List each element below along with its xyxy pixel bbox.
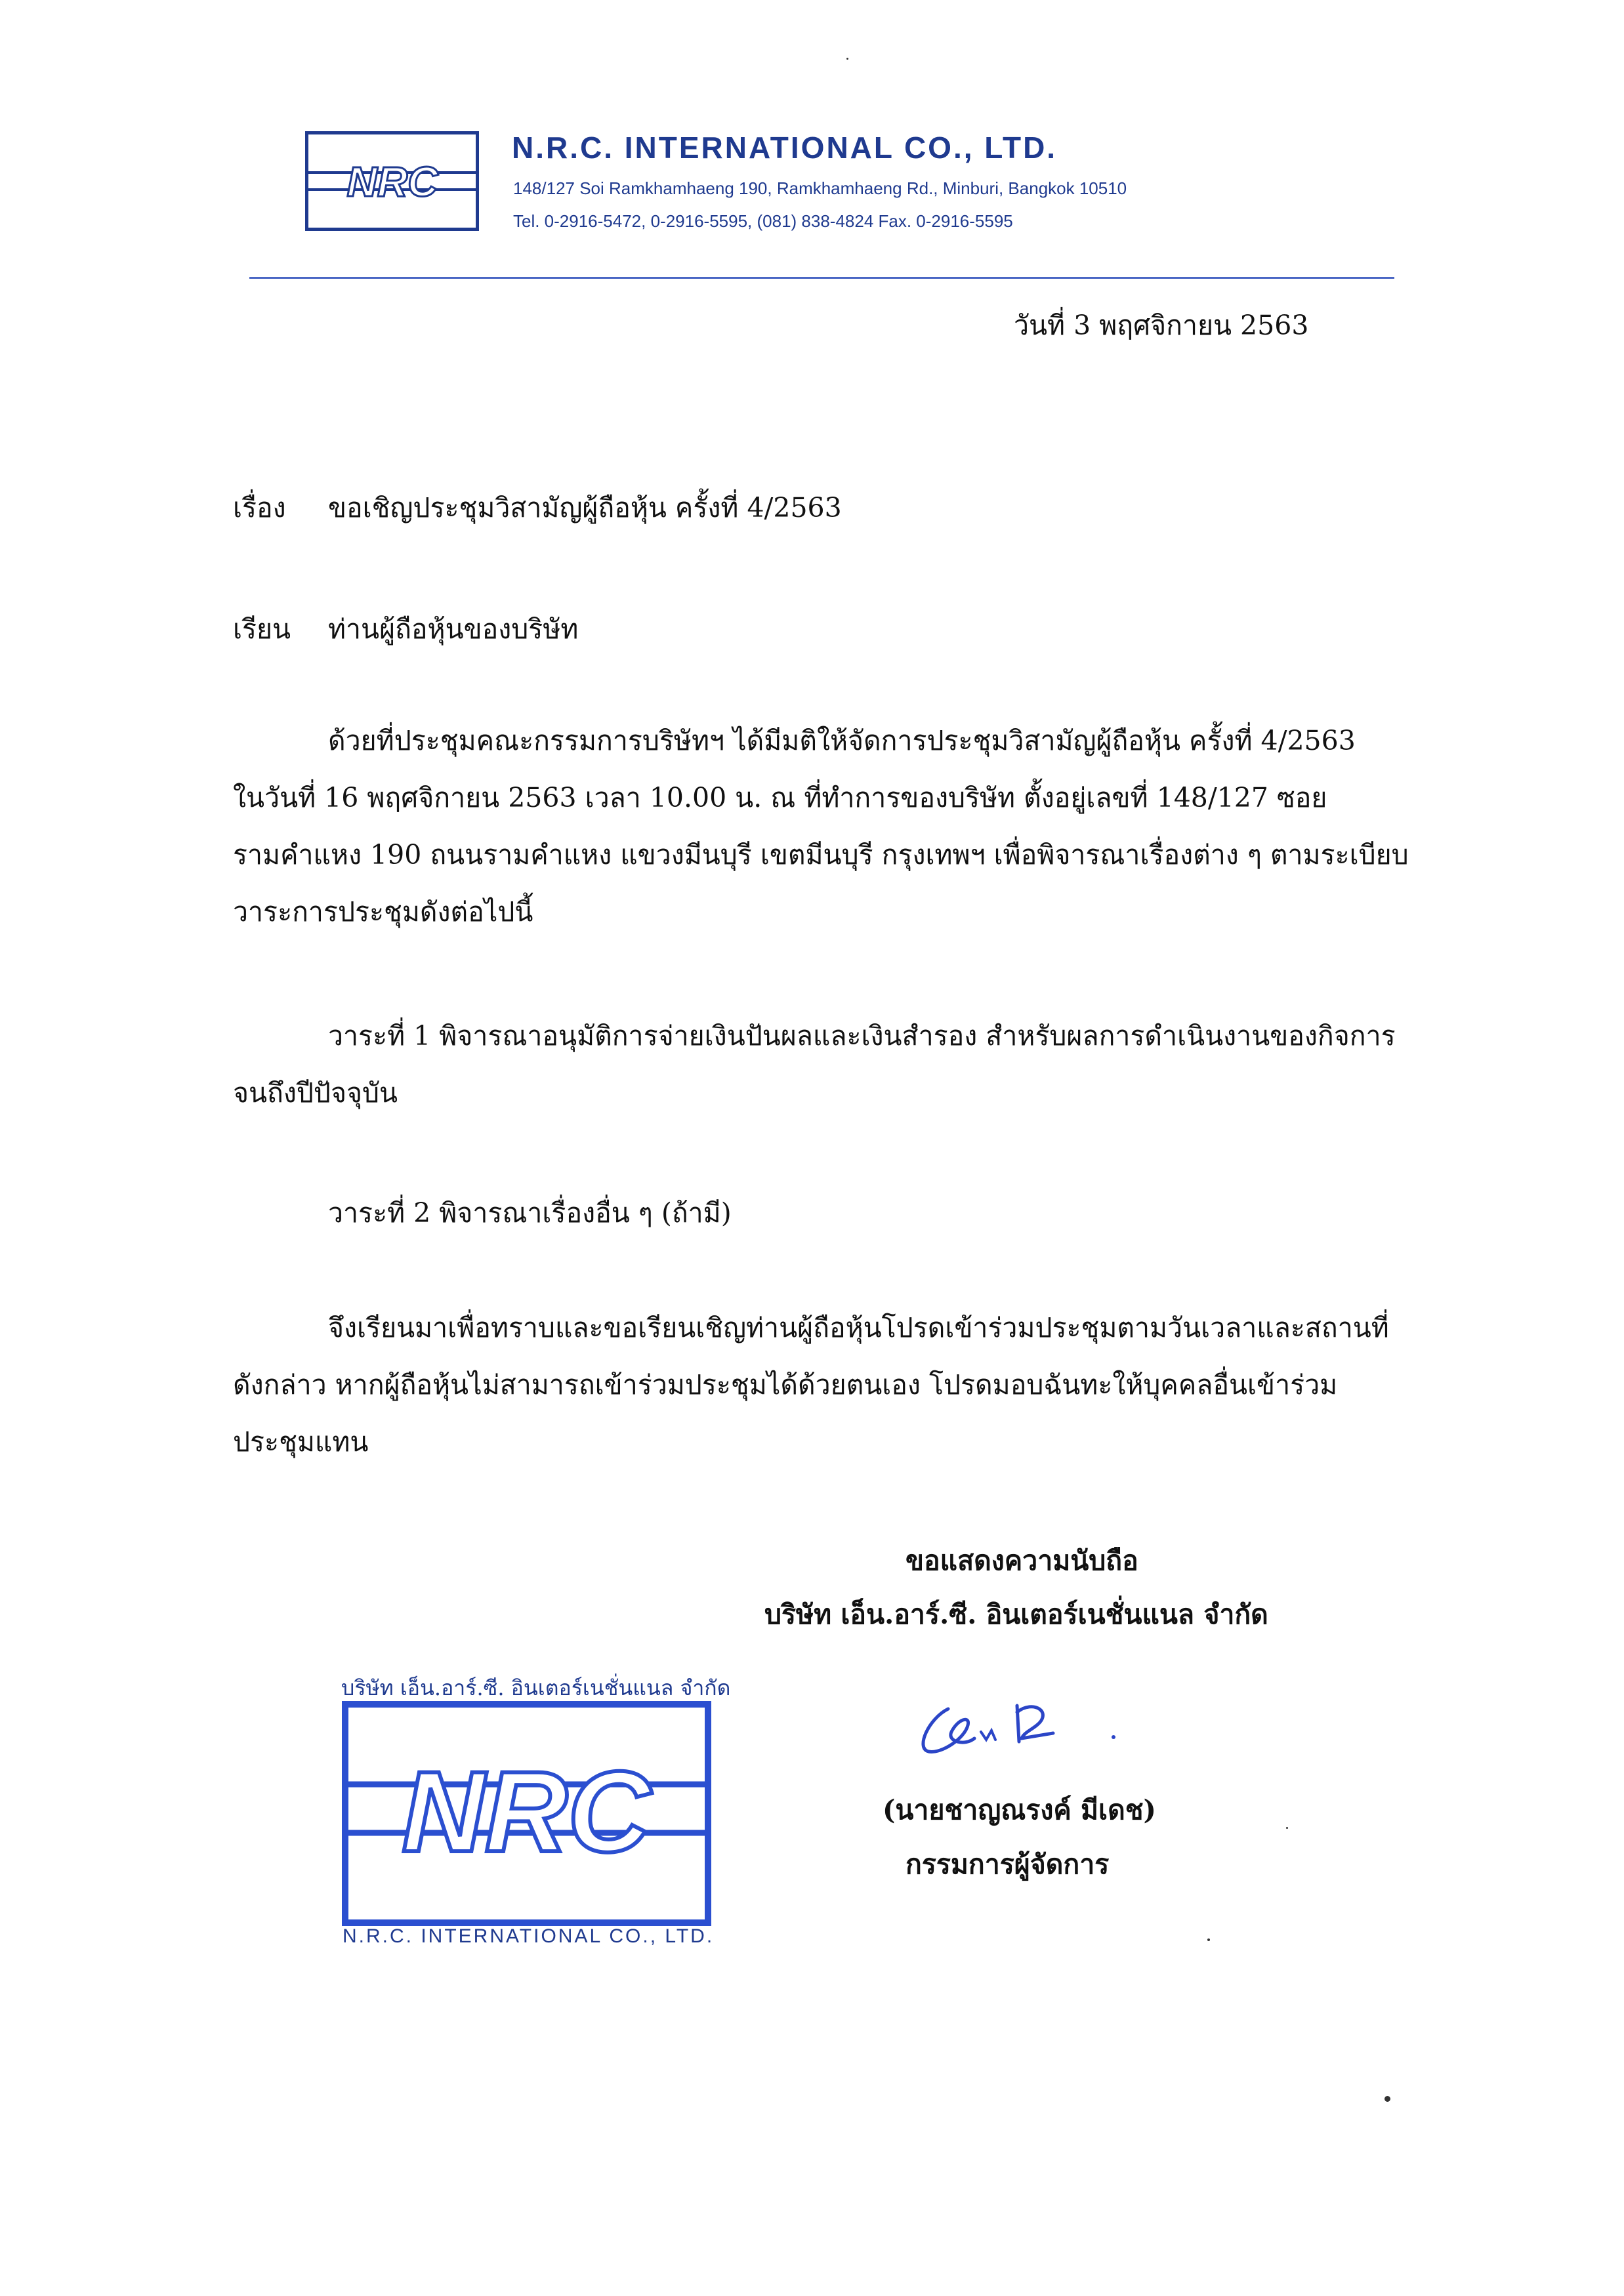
intro-line: รามคำแหง 190 ถนนรามคำแหง แขวงมีนบุรี เขตมีนบุรี กรุงเทพฯ เพื่อพิจารณาเรื่องต่าง ๆ ตามระเบียบ <box>233 839 1409 871</box>
company-name-thai: บริษัท เอ็น.อาร์.ซี. อินเตอร์เนชั่นแนล จำกัด <box>764 1599 1268 1630</box>
intro-line: ด้วยที่ประชุมคณะกรรมการบริษัทฯ ได้มีมติให้จัดการประชุมวิสามัญผู้ถือหุ้น ครั้งที่ 4/2563 <box>328 725 1356 756</box>
recipient-text: ท่านผู้ถือหุ้นของบริษัท <box>328 613 579 645</box>
signature-icon <box>902 1686 1138 1765</box>
regards: ขอแสดงความนับถือ <box>906 1545 1138 1576</box>
scan-speck <box>1286 1827 1288 1829</box>
company-address: 148/127 Soi Ramkhamhaeng 190, Ramkhamhaeng Rd., Minburi, Bangkok 10510 <box>513 178 1127 198</box>
intro-line: วาระการประชุมดังต่อไปนี้ <box>233 896 533 928</box>
stamp-title: บริษัท เอ็น.อาร์.ซี. อินเตอร์เนชั่นแนล จำกัด <box>341 1675 731 1700</box>
subject-text: ขอเชิญประชุมวิสามัญผู้ถือหุ้น ครั้งที่ 4/2563 <box>328 492 842 523</box>
recipient-label: เรียน <box>233 613 291 645</box>
logo-text: NRC <box>346 158 438 205</box>
closing-line: ดังกล่าว หากผู้ถือหุ้นไม่สามารถเข้าร่วมประชุมได้ด้วยตนเอง โปรดมอบฉันทะให้บุคคลอื่นเข้าร่วม <box>233 1369 1338 1401</box>
company-name: N.R.C. INTERNATIONAL CO., LTD. <box>512 131 1058 165</box>
letter-date: วันที่ 3 พฤศจิกายน 2563 <box>1014 310 1309 341</box>
scan-speck <box>846 58 848 60</box>
scan-speck <box>1385 2096 1390 2102</box>
agenda-1-line: จนถึงปีปัจจุบัน <box>233 1077 398 1109</box>
company-logo <box>305 131 479 231</box>
company-stamp <box>341 1700 712 1927</box>
signer-name: (นายชาญณรงค์ มีเดช) <box>883 1794 1156 1826</box>
scan-speck <box>1207 1938 1210 1941</box>
signer-title: กรรมการผู้จัดการ <box>906 1849 1110 1880</box>
intro-line: ในวันที่ 16 พฤศจิกายน 2563 เวลา 10.00 น. ณ ที่ทำการของบริษัท ตั้งอยู่เลขที่ 148/127 ซอย <box>233 782 1327 813</box>
closing-line: จึงเรียนมาเพื่อทราบและขอเรียนเชิญท่านผู้ถือหุ้นโปรดเข้าร่วมประชุมตามวันเวลาและสถานที่ <box>328 1312 1389 1343</box>
subject-label: เรื่อง <box>233 492 286 523</box>
stamp-logo-text: NRC <box>402 1748 651 1876</box>
closing-line: ประชุมแทน <box>233 1426 369 1458</box>
header-divider <box>249 277 1394 279</box>
agenda-1-line: วาระที่ 1 พิจารณาอนุมัติการจ่ายเงินปันผลและเงินสำรอง สำหรับผลการดำเนินงานของกิจการ <box>328 1020 1396 1052</box>
stamp-footer: N.R.C. INTERNATIONAL CO., LTD. <box>343 1925 715 1947</box>
company-contact: Tel. 0-2916-5472, 0-2916-5595, (081) 838-4824 Fax. 0-2916-5595 <box>513 211 1013 231</box>
agenda-2: วาระที่ 2 พิจารณาเรื่องอื่น ๆ (ถ้ามี) <box>328 1197 732 1229</box>
